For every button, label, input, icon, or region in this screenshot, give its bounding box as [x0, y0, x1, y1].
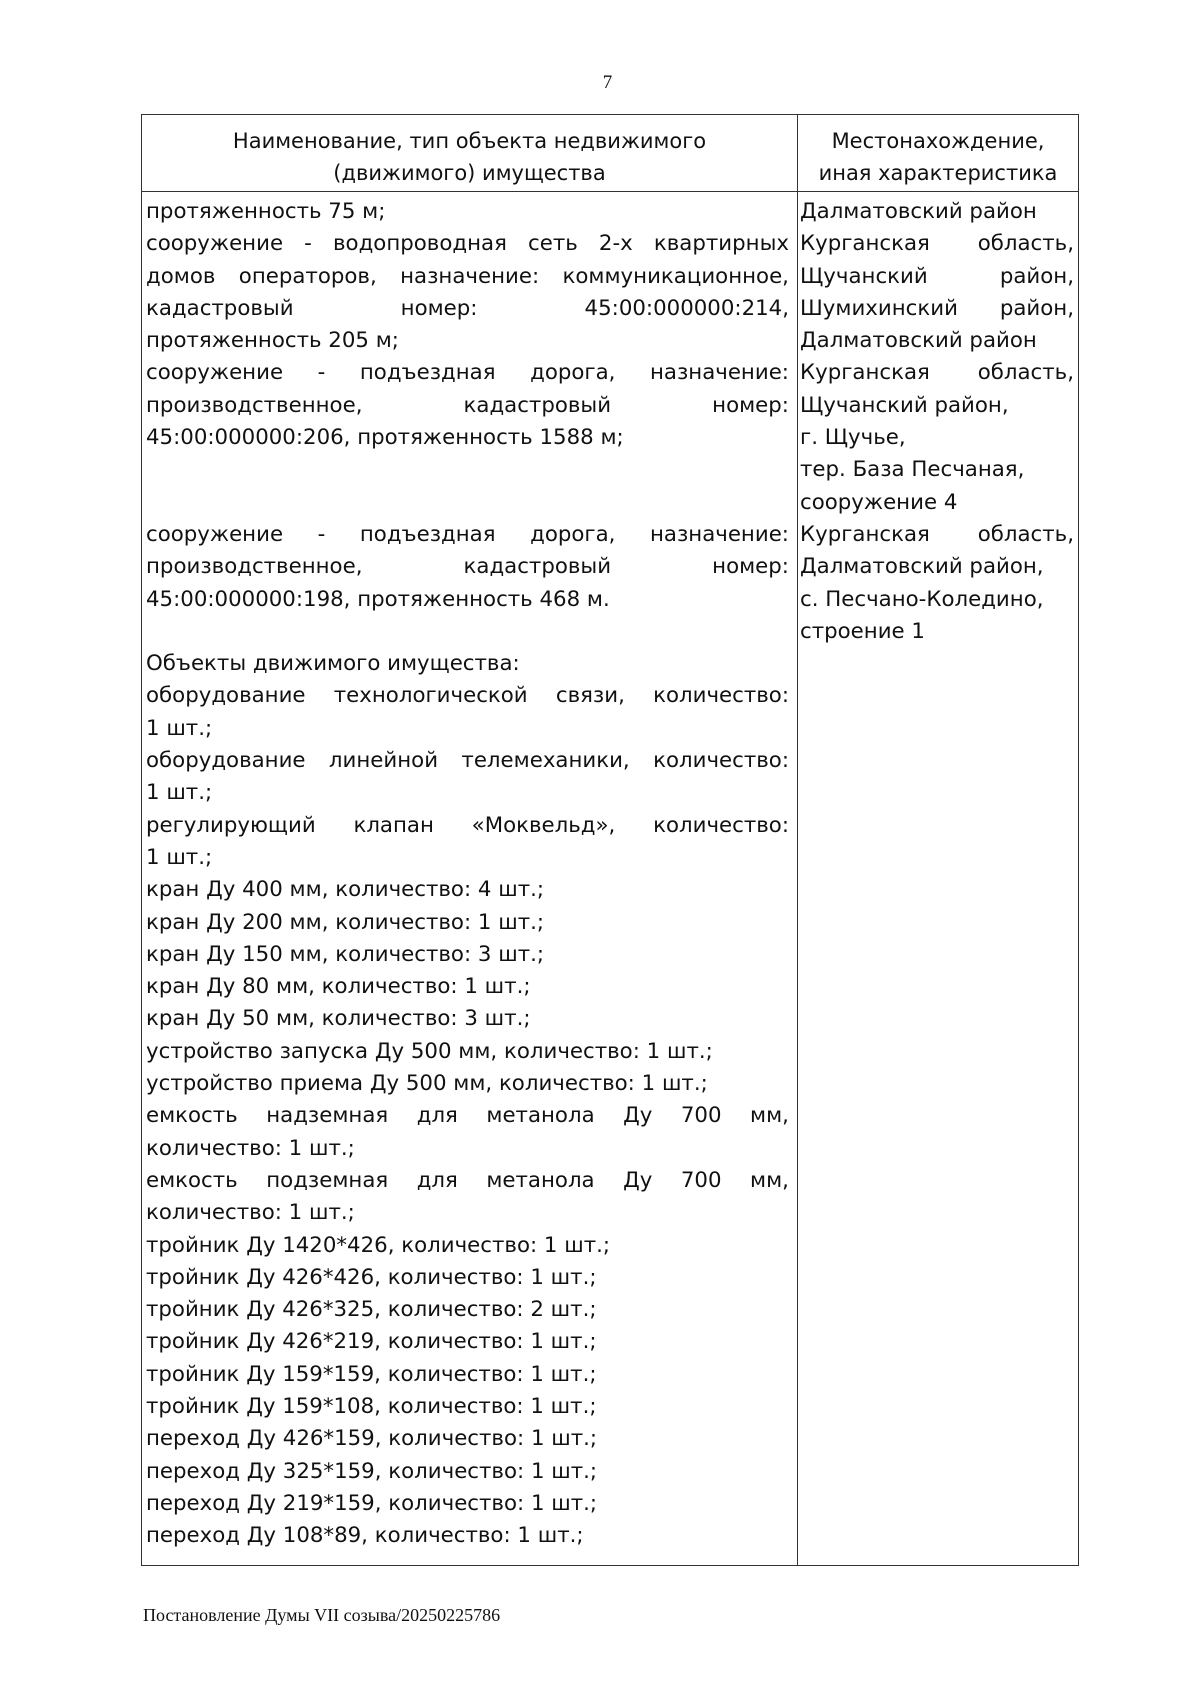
word: район,	[999, 263, 1074, 289]
text-line	[800, 357, 1074, 389]
word: коммуникационное,	[562, 263, 789, 289]
text-line: кран Ду 50 мм, количество: 3 шт.;	[146, 1006, 531, 1032]
word: -	[317, 360, 326, 386]
text-line: кран Ду 400 мм, количество: 4 шт.;	[146, 877, 545, 903]
text-line	[800, 228, 1074, 260]
word: технологической	[333, 683, 528, 709]
text-line: г. Щучье,	[800, 425, 906, 451]
word: Ду	[623, 1167, 653, 1193]
word: -	[304, 231, 312, 257]
text-line: переход Ду 426*159, количество: 1 шт.;	[146, 1426, 598, 1452]
word: производственное,	[146, 554, 363, 580]
text-line: Далматовский район	[800, 328, 1037, 354]
text-line: сооружение 4	[800, 489, 958, 515]
text-line	[800, 519, 1074, 551]
word: оборудование	[146, 683, 306, 709]
word: Курганская	[800, 360, 930, 386]
text-line	[146, 228, 789, 260]
property-table	[141, 114, 1079, 1566]
text-line: устройство приема Ду 500 мм, количество: 1 шт.;	[146, 1071, 708, 1097]
word: надземная	[266, 1103, 389, 1129]
word: Курганская	[800, 521, 930, 547]
text-line: 45:00:000000:206, протяженность 1588 м;	[146, 425, 624, 451]
word: клапан	[353, 812, 434, 838]
word: метанола	[486, 1103, 595, 1129]
text-line: протяженность 205 м;	[146, 328, 399, 354]
word: регулирующий	[146, 812, 316, 838]
word: дорога,	[530, 521, 616, 547]
text-line: Далматовский район,	[800, 554, 1044, 580]
text-line	[146, 357, 789, 389]
word: емкость	[146, 1103, 238, 1129]
word: мм,	[750, 1167, 789, 1193]
table-header-row	[142, 115, 1079, 192]
document-footer: Постановление Думы VII созыва/20250225786	[143, 1605, 501, 1625]
text-line: 45:00:000000:198, протяженность 468 м.	[146, 586, 610, 612]
word: мм,	[750, 1103, 789, 1129]
word: назначение:	[400, 263, 540, 289]
text-line	[146, 261, 789, 293]
word: оборудование	[146, 748, 306, 774]
text-line: тер. База Песчаная,	[800, 457, 1025, 483]
text-line	[146, 293, 789, 325]
location-cell-content	[798, 192, 1078, 648]
word: связи,	[555, 683, 625, 709]
word: -	[317, 521, 326, 547]
word: количество:	[653, 748, 789, 774]
text-line: переход Ду 325*159, количество: 1 шт.;	[146, 1458, 598, 1484]
text-line: количество: 1 шт.;	[146, 1200, 355, 1226]
text-line: переход Ду 108*89, количество: 1 шт.;	[146, 1523, 584, 1549]
word: телемеханики,	[461, 748, 630, 774]
header-line: иная характеристика	[818, 161, 1058, 185]
word: «Моквельд»,	[471, 812, 616, 838]
text-line: строение 1	[800, 618, 925, 644]
word: Ду	[623, 1103, 653, 1129]
blank-space	[146, 616, 789, 648]
word: квартирных	[653, 231, 789, 257]
text-line	[146, 810, 789, 842]
word: сооружение	[146, 360, 284, 386]
word: номер:	[400, 295, 478, 321]
text-line: кран Ду 80 мм, количество: 1 шт.;	[146, 974, 531, 1000]
header-line: Наименование, тип объекта недвижимого	[232, 129, 707, 153]
text-line	[146, 1165, 789, 1197]
word: подземная	[266, 1167, 389, 1193]
header-line: (движимого) имущества	[333, 161, 606, 185]
text-line: кран Ду 150 мм, количество: 3 шт.;	[146, 941, 545, 967]
text-line: Далматовский район	[800, 199, 1037, 224]
text-line: Объекты движимого имущества:	[146, 651, 520, 677]
word: назначение:	[649, 521, 789, 547]
text-line	[146, 680, 789, 712]
word: дорога,	[530, 360, 616, 386]
word: 700	[680, 1103, 722, 1129]
word: область,	[977, 360, 1074, 386]
header-name-type	[142, 115, 798, 192]
word: метанола	[486, 1167, 595, 1193]
text-line	[146, 390, 789, 422]
header-line: Местонахождение,	[831, 129, 1045, 153]
word: кадастровый	[146, 295, 294, 321]
text-line: тройник Ду 159*159, количество: 1 шт.;	[146, 1361, 597, 1387]
name-cell	[142, 192, 798, 1566]
word: 2-х	[598, 231, 633, 257]
table-row	[142, 192, 1079, 1566]
page-number: 7	[602, 72, 613, 93]
text-line: кран Ду 200 мм, количество: 1 шт.;	[146, 909, 545, 935]
word: 700	[680, 1167, 722, 1193]
word: назначение:	[649, 360, 789, 386]
word: номер:	[712, 554, 789, 580]
word: домов	[146, 263, 216, 289]
word: 45:00:000000:214,	[584, 295, 789, 321]
word: линейной	[328, 748, 439, 774]
text-line: Щучанский район,	[800, 392, 1009, 418]
word: подъездная	[359, 521, 496, 547]
text-line: тройник Ду 159*108, количество: 1 шт.;	[146, 1393, 597, 1419]
text-line: переход Ду 219*159, количество: 1 шт.;	[146, 1490, 598, 1516]
text-line: 1 шт.;	[146, 844, 213, 870]
word: операторов,	[238, 263, 377, 289]
word: Курганская	[800, 231, 930, 257]
location-cell	[798, 192, 1079, 1566]
word: количество:	[653, 812, 789, 838]
text-line: тройник Ду 426*219, количество: 1 шт.;	[146, 1329, 597, 1355]
word: сооружение	[146, 231, 284, 257]
header-location	[798, 115, 1079, 192]
text-line: количество: 1 шт.;	[146, 1135, 355, 1161]
text-line	[146, 745, 789, 777]
text-line: тройник Ду 1420*426, количество: 1 шт.;	[146, 1232, 611, 1258]
word: количество:	[653, 683, 789, 709]
word: сеть	[528, 231, 578, 257]
text-line: устройство запуска Ду 500 мм, количество: 1 шт.;	[146, 1038, 713, 1064]
word: область,	[977, 231, 1074, 257]
text-line	[146, 519, 789, 551]
word: сооружение	[146, 521, 284, 547]
word: водопроводная	[332, 231, 507, 257]
word: район,	[999, 295, 1074, 321]
word: для	[416, 1103, 458, 1129]
word: для	[416, 1167, 458, 1193]
name-cell-content	[142, 192, 797, 1552]
word: Щучанский	[800, 263, 928, 289]
text-line: тройник Ду 426*426, количество: 1 шт.;	[146, 1264, 597, 1290]
text-line: 1 шт.;	[146, 715, 213, 741]
word: кадастровый	[463, 392, 612, 418]
blank-space	[146, 454, 789, 519]
text-line: с. Песчано-Коледино,	[800, 586, 1044, 612]
text-line	[146, 551, 789, 583]
text-line: тройник Ду 426*325, количество: 2 шт.;	[146, 1297, 597, 1323]
word: область,	[977, 521, 1074, 547]
text-line	[800, 293, 1074, 325]
text-line: 1 шт.;	[146, 780, 213, 806]
word: Шумихинский	[800, 295, 958, 321]
text-line: протяженность 75 м;	[146, 199, 386, 224]
word: емкость	[146, 1167, 238, 1193]
word: производственное,	[146, 392, 363, 418]
text-line	[146, 1100, 789, 1132]
word: номер:	[712, 392, 789, 418]
word: подъездная	[359, 360, 496, 386]
word: кадастровый	[463, 554, 612, 580]
text-line	[800, 261, 1074, 293]
